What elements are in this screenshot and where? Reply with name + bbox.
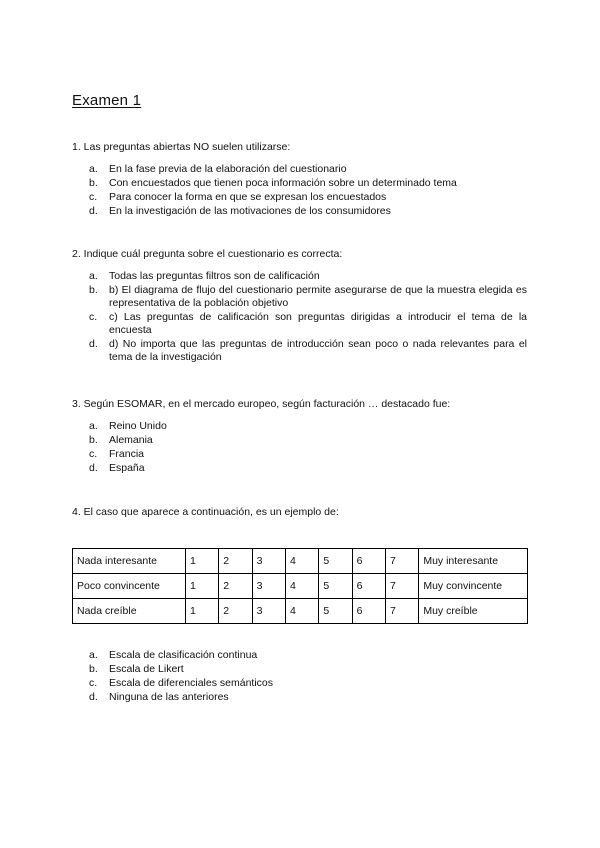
table-row (73, 599, 528, 624)
table-cell: 5 (319, 549, 352, 574)
table-cell: 4 (285, 599, 318, 624)
table-cell: 6 (352, 574, 385, 599)
option-d: d. Ninguna de las anteriores (89, 691, 229, 703)
table-cell: 1 (185, 574, 218, 599)
option-b: b. Con encuestados que tienen poca información sobre un determinado tema (89, 177, 457, 189)
table-cell: 2 (219, 574, 252, 599)
question-4-options (89, 649, 527, 705)
table-cell: 6 (352, 549, 385, 574)
table-cell: 5 (319, 599, 352, 624)
option-b: b. b) El diagrama de flujo del cuestionario permite asegurarse de que la muestra elegida es representativa de la población objetivo (89, 284, 527, 309)
table-cell: 2 (219, 599, 252, 624)
table-cell: 4 (285, 549, 318, 574)
option-c: c. Escala de diferenciales semánticos (89, 677, 274, 689)
option-d: d. En la investigación de las motivaciones de los consumidores (89, 205, 391, 217)
table-cell: 2 (219, 549, 252, 574)
option-d: d. d) No importa que las preguntas de introducción sean poco o nada relevantes para el tema de la investigación (89, 338, 527, 363)
table-cell: 3 (252, 549, 285, 574)
table-cell: Muy creíble (419, 599, 528, 624)
table-cell: 6 (352, 599, 385, 624)
option-a: a. En la fase previa de la elaboración del cuestionario (89, 163, 347, 175)
option-a: a. Reino Unido (89, 420, 167, 432)
table-cell: Nada creíble (73, 599, 186, 624)
table-row (73, 549, 528, 574)
table-cell: Nada interesante (73, 549, 186, 574)
question-2: 2. Indique cuál pregunta sobre el cuestionario es correcta: (72, 248, 343, 260)
semantic-scale-table (72, 548, 528, 624)
question-3: 3. Según ESOMAR, en el mercado europeo, según facturación … destacado fue: (72, 398, 451, 410)
table-cell: 3 (252, 574, 285, 599)
table-cell: 7 (386, 599, 419, 624)
table-cell: 5 (319, 574, 352, 599)
table-cell: Muy convincente (419, 574, 528, 599)
option-b: b. Escala de Likert (89, 663, 184, 675)
table-cell: 7 (386, 549, 419, 574)
page-title: Examen 1 (72, 92, 142, 109)
question-3-options (89, 420, 527, 476)
option-b: b. Alemania (89, 434, 153, 446)
question-1: 1. Las preguntas abiertas NO suelen utilizarse: (72, 141, 291, 153)
question-4: 4. El caso que aparece a continuación, es un ejemplo de: (72, 506, 339, 518)
question-2-options (89, 270, 527, 365)
table-cell: Muy interesante (419, 549, 528, 574)
table-cell: 1 (185, 549, 218, 574)
table-cell: 4 (285, 574, 318, 599)
question-1-options (89, 163, 527, 219)
option-c: c. Para conocer la forma en que se expresan los encuestados (89, 191, 387, 203)
table-cell: 3 (252, 599, 285, 624)
table-row (73, 574, 528, 599)
option-a: a. Todas las preguntas filtros son de calificación (89, 270, 320, 282)
option-c: c. Francia (89, 448, 145, 460)
option-a: a. Escala de clasificación continua (89, 649, 258, 661)
table-cell: Poco convincente (73, 574, 186, 599)
option-c: c. c) Las preguntas de calificación son preguntas dirigidas a introducir el tema de la encuesta (89, 311, 527, 336)
table-cell: 1 (185, 599, 218, 624)
option-d: d. España (89, 462, 145, 474)
table-cell: 7 (386, 574, 419, 599)
